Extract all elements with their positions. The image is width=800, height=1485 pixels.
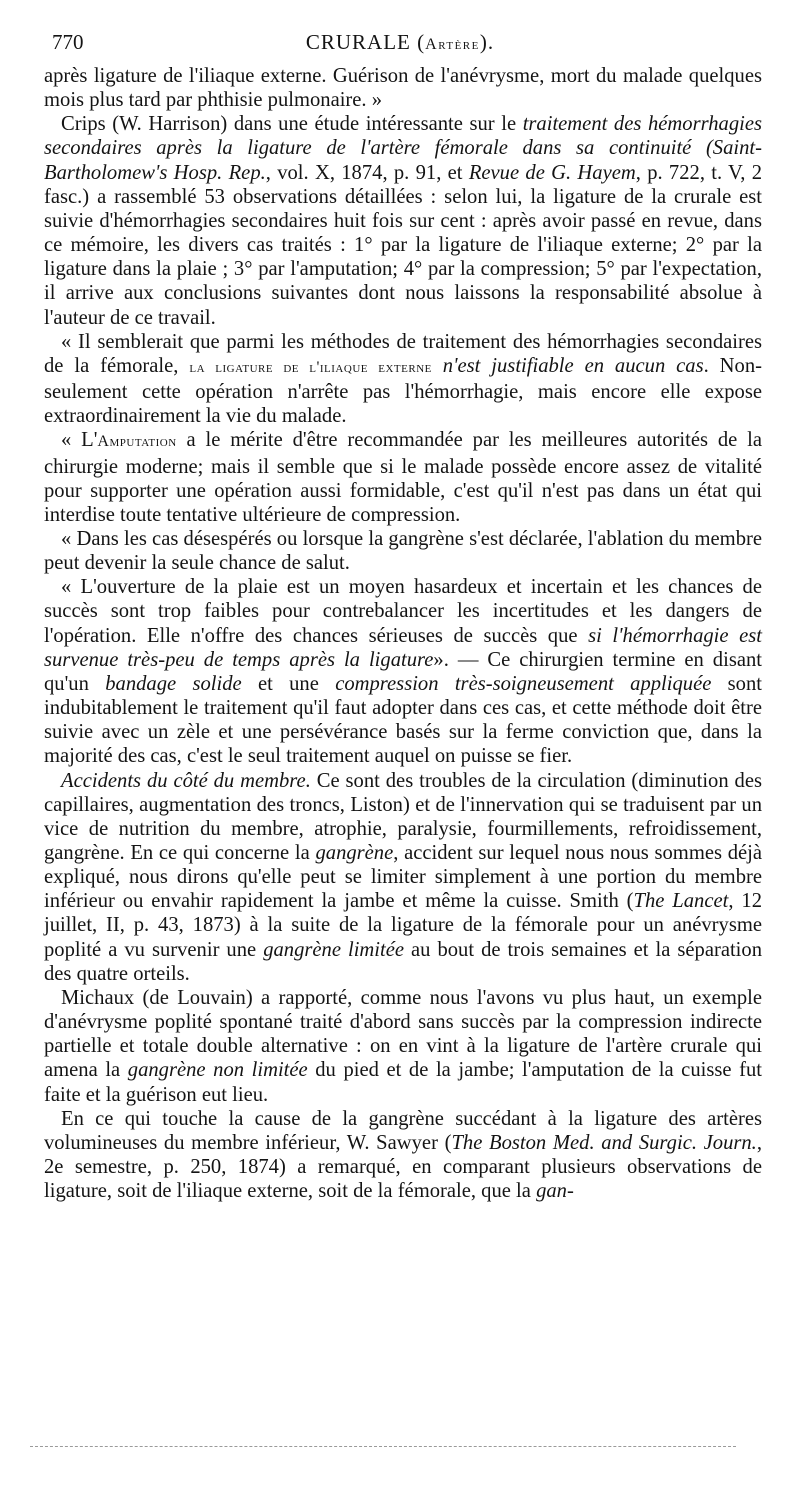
paragraph-9 <box>44 1107 762 1204</box>
body-text <box>44 64 762 1203</box>
p6-text-4: sont indubitablement le traitement qu'il faut adopter dans ces cas, et cette méthode doit être suivie avec un zèle et une persévérance basés sur la ferme conviction que, dans la majorité des cas, c'est le seul traitement auquel on puisse se fier. <box>44 672 762 768</box>
p7-text-2: , accident sur lequel nous nous sommes déjà expliqué, nous dirons qu'elle peut se limiter simplement à une portion du membre inférieur ou envahir rapidement la jambe et même la cuisse. Smith ( <box>44 842 762 913</box>
paragraph-8 <box>44 986 762 1107</box>
paragraph-7 <box>44 769 762 986</box>
p7-italic-2: gangrène <box>315 842 394 864</box>
p7-text-1: Ce sont des troubles de la circulation (diminution des capillaires, augmentation des troncs, Liston) et de l'innervation qui se traduisent par un vice de nutrition du membre, atrophie, paralysie, fourmillements, refroidissement, gangrène. En ce qui concerne la <box>44 769 762 864</box>
running-title <box>44 30 756 55</box>
paragraph-1 <box>44 64 762 112</box>
p7-text-4: au bout de trois semaines et la séparation des quatre orteils. <box>44 938 762 985</box>
p9-italic-2: gan- <box>536 1180 574 1203</box>
p7-italic-4: gangrène limitée <box>263 938 405 961</box>
running-header <box>44 30 756 60</box>
running-title-artere: Artère <box>425 36 480 53</box>
paragraph-4 <box>44 428 762 527</box>
p7-italic-3: The Lancet <box>633 890 729 913</box>
running-title-paren-open: ( <box>410 30 426 54</box>
p9-italic-1: The Boston Med. and Surgic. Journ. <box>451 1131 757 1154</box>
p2-text-1: Crips (W. Harrison) dans une étude intéressante sur le <box>61 113 523 136</box>
p8-text-1: Michaux (de Louvain) a rapporté, comme nous l'avons vu plus haut, un exemple d'anévrysme poplité spontané traité d'abord sans succès par la compression indirecte partielle et totale double alternative : on en vint à la ligature de l'artère crurale qui amena la <box>44 986 762 1082</box>
p4-text-2: a le mérite d'être recommandée par les meilleures autorités de la chirurgie moderne; mais il semble que si le malade possède encore assez de vitalité pour supporter une opération aussi formidable, c'est qu'il n'est pas dans un état qui interdise toute tentative ultérieure de compression. <box>44 429 762 526</box>
p7-italic-1: Accidents du côté du membre. <box>61 769 311 792</box>
p2-text-3: , p. 722, t. V, 2 fasc.) a rassemblé 53 observations détaillées : selon lui, la ligature de la crurale est suivie d'hémorrhagies secondaires huit fois sur cent : après avoir passé en revue, dans ce mémoire, les divers cas traités : 1° par la ligature de l'iliaque externe; 2° par la ligature dans la plaie ; 3° par l'amputation; 4° par la compression; 5° par l'expectation, il arrive aux conclusions suivantes dont nous laissons la responsabilité absolue à l'auteur de ce travail. <box>44 161 762 329</box>
p6-text-2: ». — Ce chirurgien termine en disant qu'un <box>44 648 762 695</box>
bottom-rule <box>30 1446 736 1447</box>
p3-text-2 <box>432 355 443 377</box>
p9-text-1: En ce qui touche la cause de la gangrène succédant à la ligature des artères volumineuses du membre inférieur, W. Sawyer ( <box>44 1107 762 1154</box>
running-title-paren-close: ). <box>479 30 495 54</box>
p6-italic-2: bandage solide <box>105 672 242 695</box>
p6-italic-3: compression très-soigneusement appliquée <box>335 672 712 695</box>
page-number: 770 <box>52 30 84 54</box>
running-title-main: CRURALE <box>305 30 411 54</box>
p4-text-1: « L' <box>61 429 98 452</box>
p6-italic-1: si l'hémorrhagie est survenue très-peu de temps après la ligature <box>44 624 762 671</box>
p6-text-1: « L'ouverture de la plaie est un moyen hasardeux et incertain et les chances de succès sont trop faibles pour contrebalancer les incertitudes et les dangers de l'opération. Elle n'offre des chances sérieuses de succès que <box>44 576 762 647</box>
p7-text-3: , 12 juillet, II, p. 43, 1873) à la suite de la ligature de la fémorale pour un anévrysme poplité a vu survenir une <box>44 890 762 961</box>
p1-text: après ligature de l'iliaque externe. Guérison de l'anévrysme, mort du malade quelques mois plus tard par phthisie pulmonaire. » <box>44 65 762 112</box>
p8-text-2: du pied et de la jambe; l'amputation de la cuisse fut faite et la guérison eut lieu. <box>44 1059 762 1106</box>
p3-text-1: « Il semblerait que parmi les méthodes de traitement des hémorrhagies secondaires de la fémorale, <box>44 330 762 377</box>
p4-smallcaps-1: Amputation <box>97 433 177 451</box>
paragraph-5 <box>44 527 762 575</box>
p2-italic-2: Revue de G. Hayem <box>468 161 636 184</box>
p6-text-3: et une <box>241 672 336 695</box>
p9-text-2: , 2e semestre, p. 250, 1874) a remarqué, en comparant plusieurs observations de ligature, soit de l'iliaque externe, soit de la fémorale, que la <box>44 1131 762 1203</box>
p8-italic-1: gangrène non limitée <box>127 1059 308 1082</box>
p3-text-3: . Non-seulement cette opération n'arrête pas l'hémorrhagie, mais encore elle expose extraordinairement la vie du malade. <box>44 354 763 428</box>
p2-italic-1: traitement des hémorrhagies secondaires après la ligature de l'artère fémorale dans sa continuité (Saint-Bartholomew's Hosp. Rep. <box>44 113 762 184</box>
paragraph-6 <box>44 575 762 768</box>
p3-smallcaps-1: la ligature de l'iliaque externe <box>189 358 432 376</box>
p3-italic-1: n'est justifiable en aucun cas <box>442 354 704 377</box>
paragraph-2 <box>44 112 762 329</box>
paragraph-3 <box>44 330 762 429</box>
p2-text-2: , vol. X, 1874, p. 91, et <box>265 161 469 184</box>
p5-text: « Dans les cas désespérés ou lorsque la gangrène s'est déclarée, l'ablation du membre peut devenir la seule chance de salut. <box>44 527 762 575</box>
